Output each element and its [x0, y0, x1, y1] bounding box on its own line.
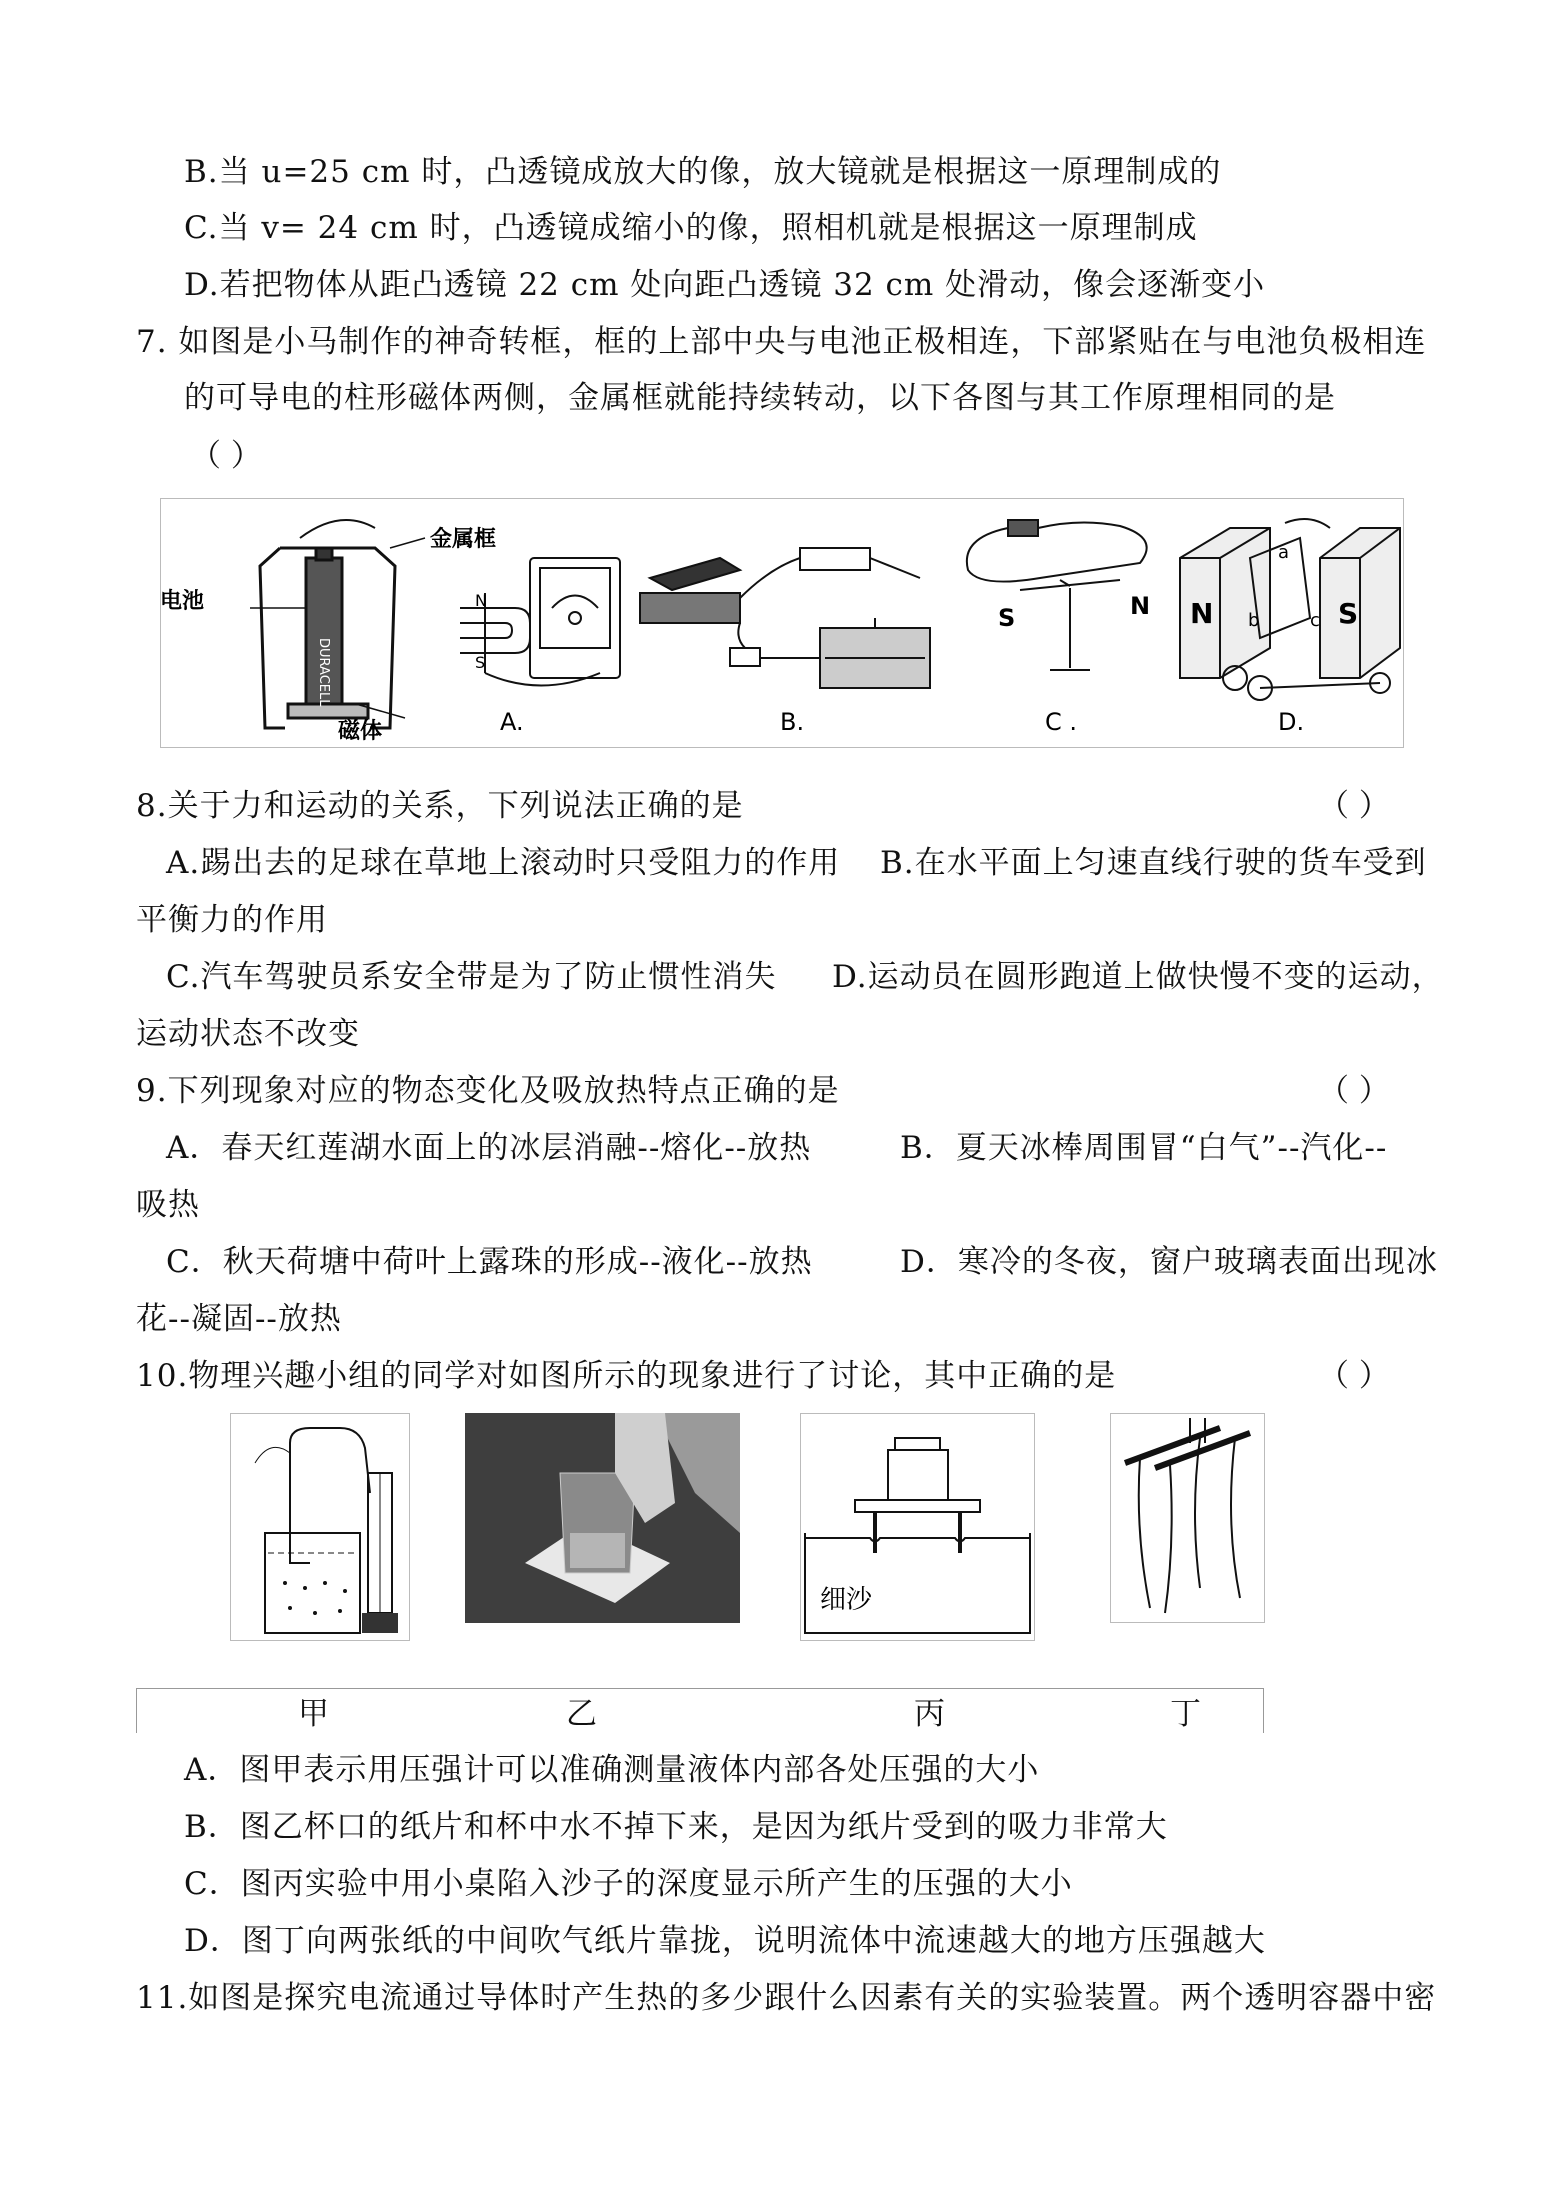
option-c-label: C . [1045, 708, 1078, 736]
option-d-c: c [1310, 610, 1320, 631]
option-a-n: N [475, 591, 487, 610]
q9-option-b: B．夏天冰棒周围冒“白气”--汽化-- [900, 1130, 1388, 1166]
q9-option-d: D．寒冷的冬夜，窗户玻璃表面出现冰 [900, 1244, 1438, 1280]
q10-answer-paren: （ ） [1318, 1358, 1390, 1394]
option-d-a: a [1278, 542, 1290, 563]
q9-answer-paren: （ ） [1318, 1073, 1390, 1109]
q8-stem: 8.关于力和运动的关系，下列说法正确的是 [136, 788, 744, 824]
figure-ding-two-papers [1110, 1413, 1265, 1623]
q9-option-a: A．春天红莲湖水面上的冰层消融--熔化--放热 [166, 1130, 812, 1166]
q9-stem: 9.下列现象对应的物态变化及吸放热特点正确的是 [136, 1073, 840, 1109]
q6-option-d: D.若把物体从距凸透镜 22 cm 处向距凸透镜 32 cm 处滑动，像会逐渐变小 [184, 267, 1266, 303]
option-b-label: B. [780, 708, 805, 736]
q7-stem-line2: 的可导电的柱形磁体两侧，金属框就能持续转动，以下各图与其工作原理相同的是 [184, 380, 1336, 416]
option-d-n: N [1190, 597, 1214, 630]
caption-bing: 丙 [914, 1696, 945, 1732]
figure-bing-table-sand [800, 1413, 1035, 1641]
option-c-s: S [998, 604, 1016, 632]
option-b-diagram [640, 548, 930, 688]
q7-figure-svg [160, 498, 1404, 748]
caption-ding: 丁 [1170, 1696, 1201, 1732]
q9-option-d-cont: 花--凝固--放热 [136, 1301, 342, 1337]
rotating-frame-diagram [250, 520, 425, 728]
option-d-b: b [1248, 610, 1260, 631]
battery-brand: DURACELL [316, 638, 331, 707]
sand-label: 细沙 [820, 1585, 873, 1615]
q10-stem: 10.物理兴趣小组的同学对如图所示的现象进行了讨论，其中正确的是 [136, 1358, 1117, 1394]
option-c-n: N [1130, 592, 1151, 620]
q9-option-b-cont: 吸热 [136, 1187, 200, 1223]
q8-answer-paren: （ ） [1318, 788, 1390, 824]
q10-option-d: D．图丁向两张纸的中间吹气纸片靠拢，说明流体中流速越大的地方压强越大 [184, 1923, 1266, 1959]
figure-yi-cup-paper [465, 1413, 740, 1623]
option-d-s: S [1338, 597, 1359, 630]
q8-option-d: D.运动员在圆形跑道上做快慢不变的运动， [832, 959, 1444, 995]
option-a-label: A. [500, 708, 524, 736]
q8-option-d-cont: 运动状态不改变 [136, 1016, 360, 1052]
q7-figure [160, 498, 1404, 748]
q9-option-c: C．秋天荷塘中荷叶上露珠的形成--液化--放热 [166, 1244, 813, 1280]
figure-jia-pressure-gauge [230, 1413, 410, 1641]
magnet-label: 磁体 [338, 719, 383, 744]
q10-option-c: C．图丙实验中用小桌陷入沙子的深度显示所产生的压强的大小 [184, 1866, 1073, 1902]
q8-option-c: C.汽车驾驶员系安全带是为了防止惯性消失 [166, 959, 777, 995]
battery-label: 电池 [160, 589, 205, 614]
q7-stem-line1: 7. 如图是小马制作的神奇转框，框的上部中央与电池正极相连，下部紧贴在与电池负极相连 [136, 324, 1427, 360]
q6-option-b: B.当 u=25 cm 时，凸透镜成放大的像，放大镜就是根据这一原理制成的 [184, 154, 1222, 190]
option-c-diagram [967, 520, 1147, 670]
caption-jia: 甲 [298, 1696, 329, 1732]
frame-label: 金属框 [430, 527, 497, 552]
q8-option-a: A.踢出去的足球在草地上滚动时只受阻力的作用 [166, 845, 841, 881]
q10-option-b: B．图乙杯口的纸片和杯中水不掉下来，是因为纸片受到的吸力非常大 [184, 1809, 1168, 1845]
q10-option-a: A．图甲表示用压强计可以准确测量液体内部各处压强的大小 [184, 1752, 1040, 1788]
q8-option-b: B.在水平面上匀速直线行驶的货车受到 [880, 845, 1427, 881]
q8-option-b-cont: 平衡力的作用 [136, 902, 328, 938]
q11-stem-line1: 11.如图是探究电流通过导体时产生热的多少跟什么因素有关的实验装置。两个透明容器中密 [136, 1980, 1437, 2016]
option-a-s: S [475, 653, 486, 672]
q7-answer-paren: （ ） [190, 438, 262, 474]
caption-yi: 乙 [566, 1696, 597, 1732]
option-d-label: D. [1278, 708, 1305, 736]
q6-option-c: C.当 v= 24 cm 时，凸透镜成缩小的像，照相机就是根据这一原理制成 [184, 210, 1198, 246]
